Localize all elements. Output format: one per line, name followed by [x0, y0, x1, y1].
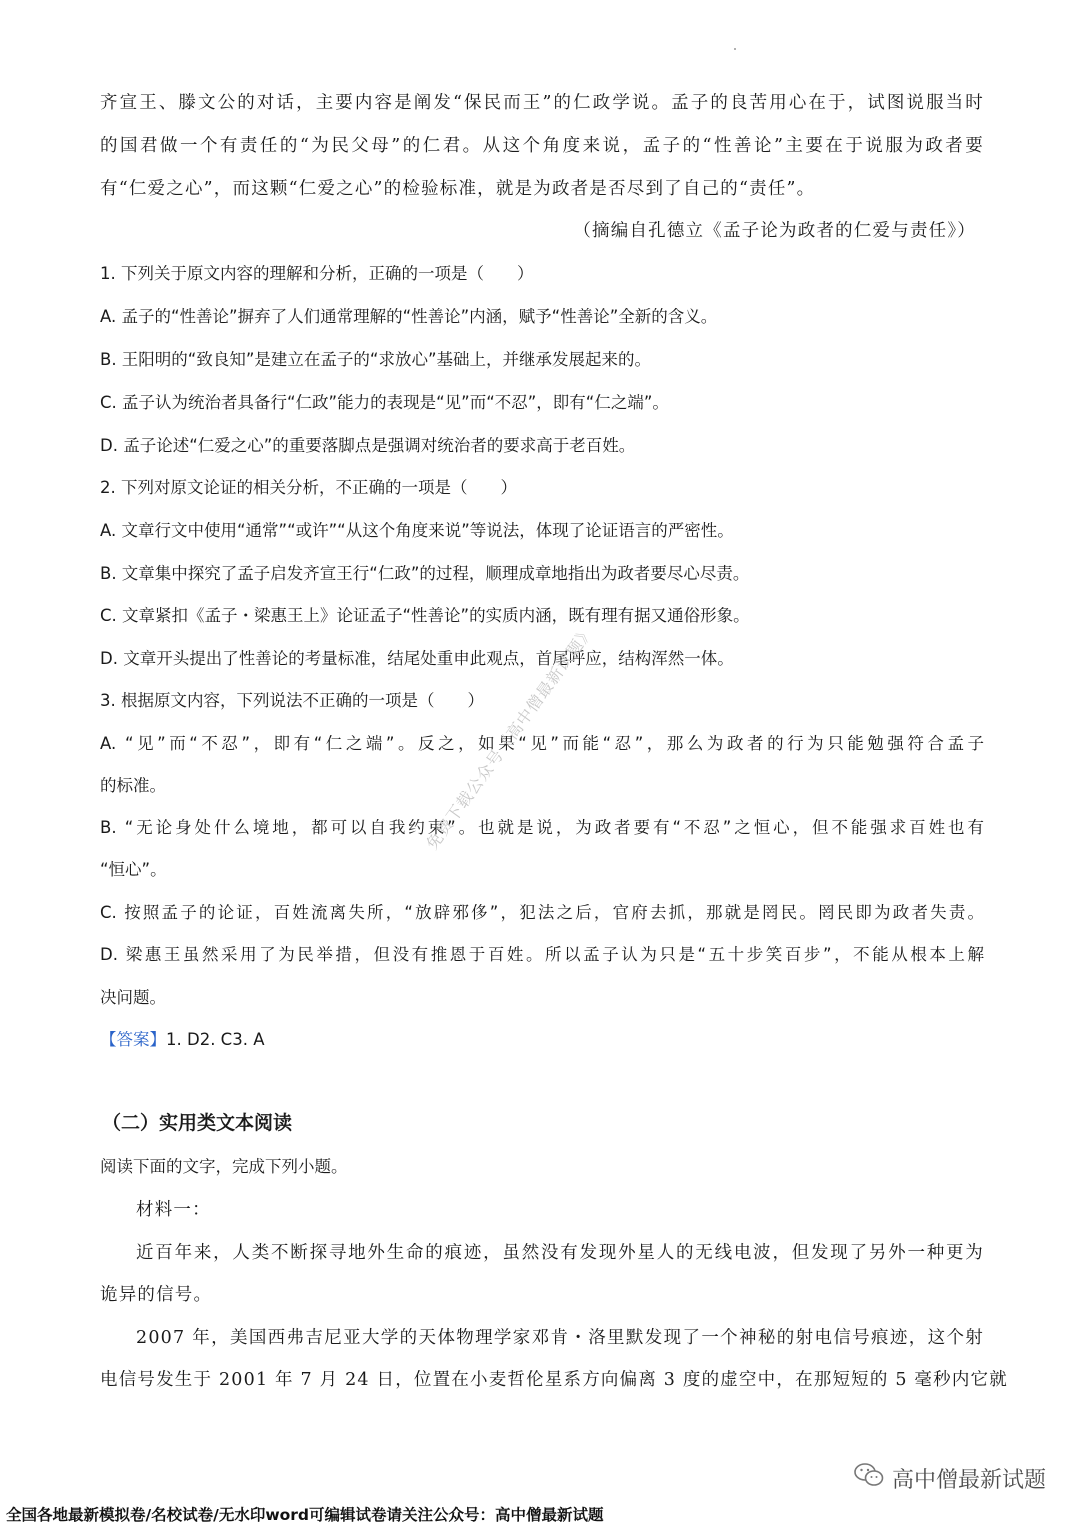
brand [854, 1462, 1046, 1494]
question-option: A. “见”而“不忍”，即有“仁之端”。反之，如果“见”而能“忍”，那么为政者的行为只能勉强符合孟子 [100, 734, 984, 753]
question-option-cont: “恒心”。 [100, 860, 167, 879]
answer-line [100, 1025, 984, 1055]
passage-line: 的国君做一个有责任的“为民父母”的仁君。从这个角度来说，孟子的“性善论”主要在于说服为政者要 [100, 136, 984, 156]
answer-tag: 【答案】 [100, 1030, 166, 1049]
question-option: C. 按照孟子的论证，百姓流离失所，“放辟邪侈”，犯法之后，官府去抓，那就是罔民。罔民即为政者失责。 [100, 903, 984, 922]
question-option: C. 文章紧扣《孟子・梁惠王上》论证孟子“性善论”的实质内涵，既有理有据又通俗形象。 [100, 606, 750, 625]
question-option: B. “无论身处什么境地，都可以自我约束”。也就是说，为政者要有“不忍”之恒心，但不能强求百姓也有 [100, 818, 984, 837]
wechat-icon [854, 1462, 884, 1494]
footer-text: 全国各地最新模拟卷/名校试卷/无水印word可编辑试卷请关注公众号：高中僧最新试题 [6, 1506, 604, 1524]
material-line: 2007 年，美国西弗吉尼亚大学的天体物理学家邓肯・洛里默发现了一个神秘的射电信号痕迹，这个射 [136, 1328, 984, 1348]
question-option: B. 王阳明的“致良知”是建立在孟子的“求放心”基础上，并继承发展起来的。 [100, 350, 652, 369]
question-option-cont: 决问题。 [100, 988, 166, 1007]
question-option: D. 梁惠王虽然采用了为民举措，但没有推恩于百姓。所以孟子认为只是“五十步笑百步”，不能从根本上解 [100, 945, 984, 964]
section-heading: （二）实用类文本阅读 [102, 1112, 293, 1134]
question-option: D. 文章开头提出了性善论的考量标准，结尾处重申此观点，首尾呼应，结构浑然一体。 [100, 649, 734, 668]
passage-line: 齐宣王、滕文公的对话，主要内容是阐发“保民而王”的仁政学说。孟子的良苦用心在于，试图说服当时 [100, 93, 984, 113]
question-option: D. 孟子论述“仁爱之心”的重要落脚点是强调对统治者的要求高于老百姓。 [100, 436, 636, 455]
speck [734, 48, 736, 50]
material-line: 诡异的信号。 [100, 1285, 213, 1305]
question-option-cont: 的标准。 [100, 776, 166, 795]
brand-name: 高中僧最新试题 [891, 1467, 1046, 1493]
passage-source: （摘编自孔德立《孟子论为政者的仁爱与责任》） [573, 221, 976, 241]
question-option: A. 孟子的“性善论”摒弃了人们通常理解的“性善论”内涵，赋予“性善论”全新的含义。 [100, 307, 718, 326]
answer-text: 1. D2. C3. A [166, 1030, 265, 1049]
passage-line: 有“仁爱之心”，而这颗“仁爱之心”的检验标准，就是为政者是否尽到了自己的“责任”。 [100, 179, 816, 199]
question-stem: 2. 下列对原文论证的相关分析，不正确的一项是（ ） [100, 478, 517, 497]
watermark: 免费下载公众号《高中僧最新试题》 [422, 621, 598, 853]
question-stem: 1. 下列关于原文内容的理解和分析，正确的一项是（ ） [100, 264, 534, 283]
material-line: 近百年来，人类不断探寻地外生命的痕迹，虽然没有发现外星人的无线电波，但发现了另外一种更为 [136, 1243, 984, 1263]
question-option: B. 文章集中探究了孟子启发齐宣王行“仁政”的过程，顺理成章地指出为政者要尽心尽责。 [100, 564, 750, 583]
question-stem: 3. 根据原文内容，下列说法不正确的一项是（ ） [100, 691, 484, 710]
material-label: 材料一： [136, 1200, 211, 1220]
material-line: 电信号发生于 2001 年 7 月 24 日，位置在小麦哲伦星系方向偏离 3 度的虚空中，在那短短的 5 毫秒内它就 [100, 1370, 1008, 1390]
section-instruction: 阅读下面的文字，完成下列小题。 [100, 1157, 348, 1176]
question-option: C. 孟子认为统治者具备行“仁政”能力的表现是“见”而“不忍”，即有“仁之端”。 [100, 393, 669, 412]
question-option: A. 文章行文中使用“通常”“或许”“从这个角度来说”等说法，体现了论证语言的严密性。 [100, 521, 734, 540]
